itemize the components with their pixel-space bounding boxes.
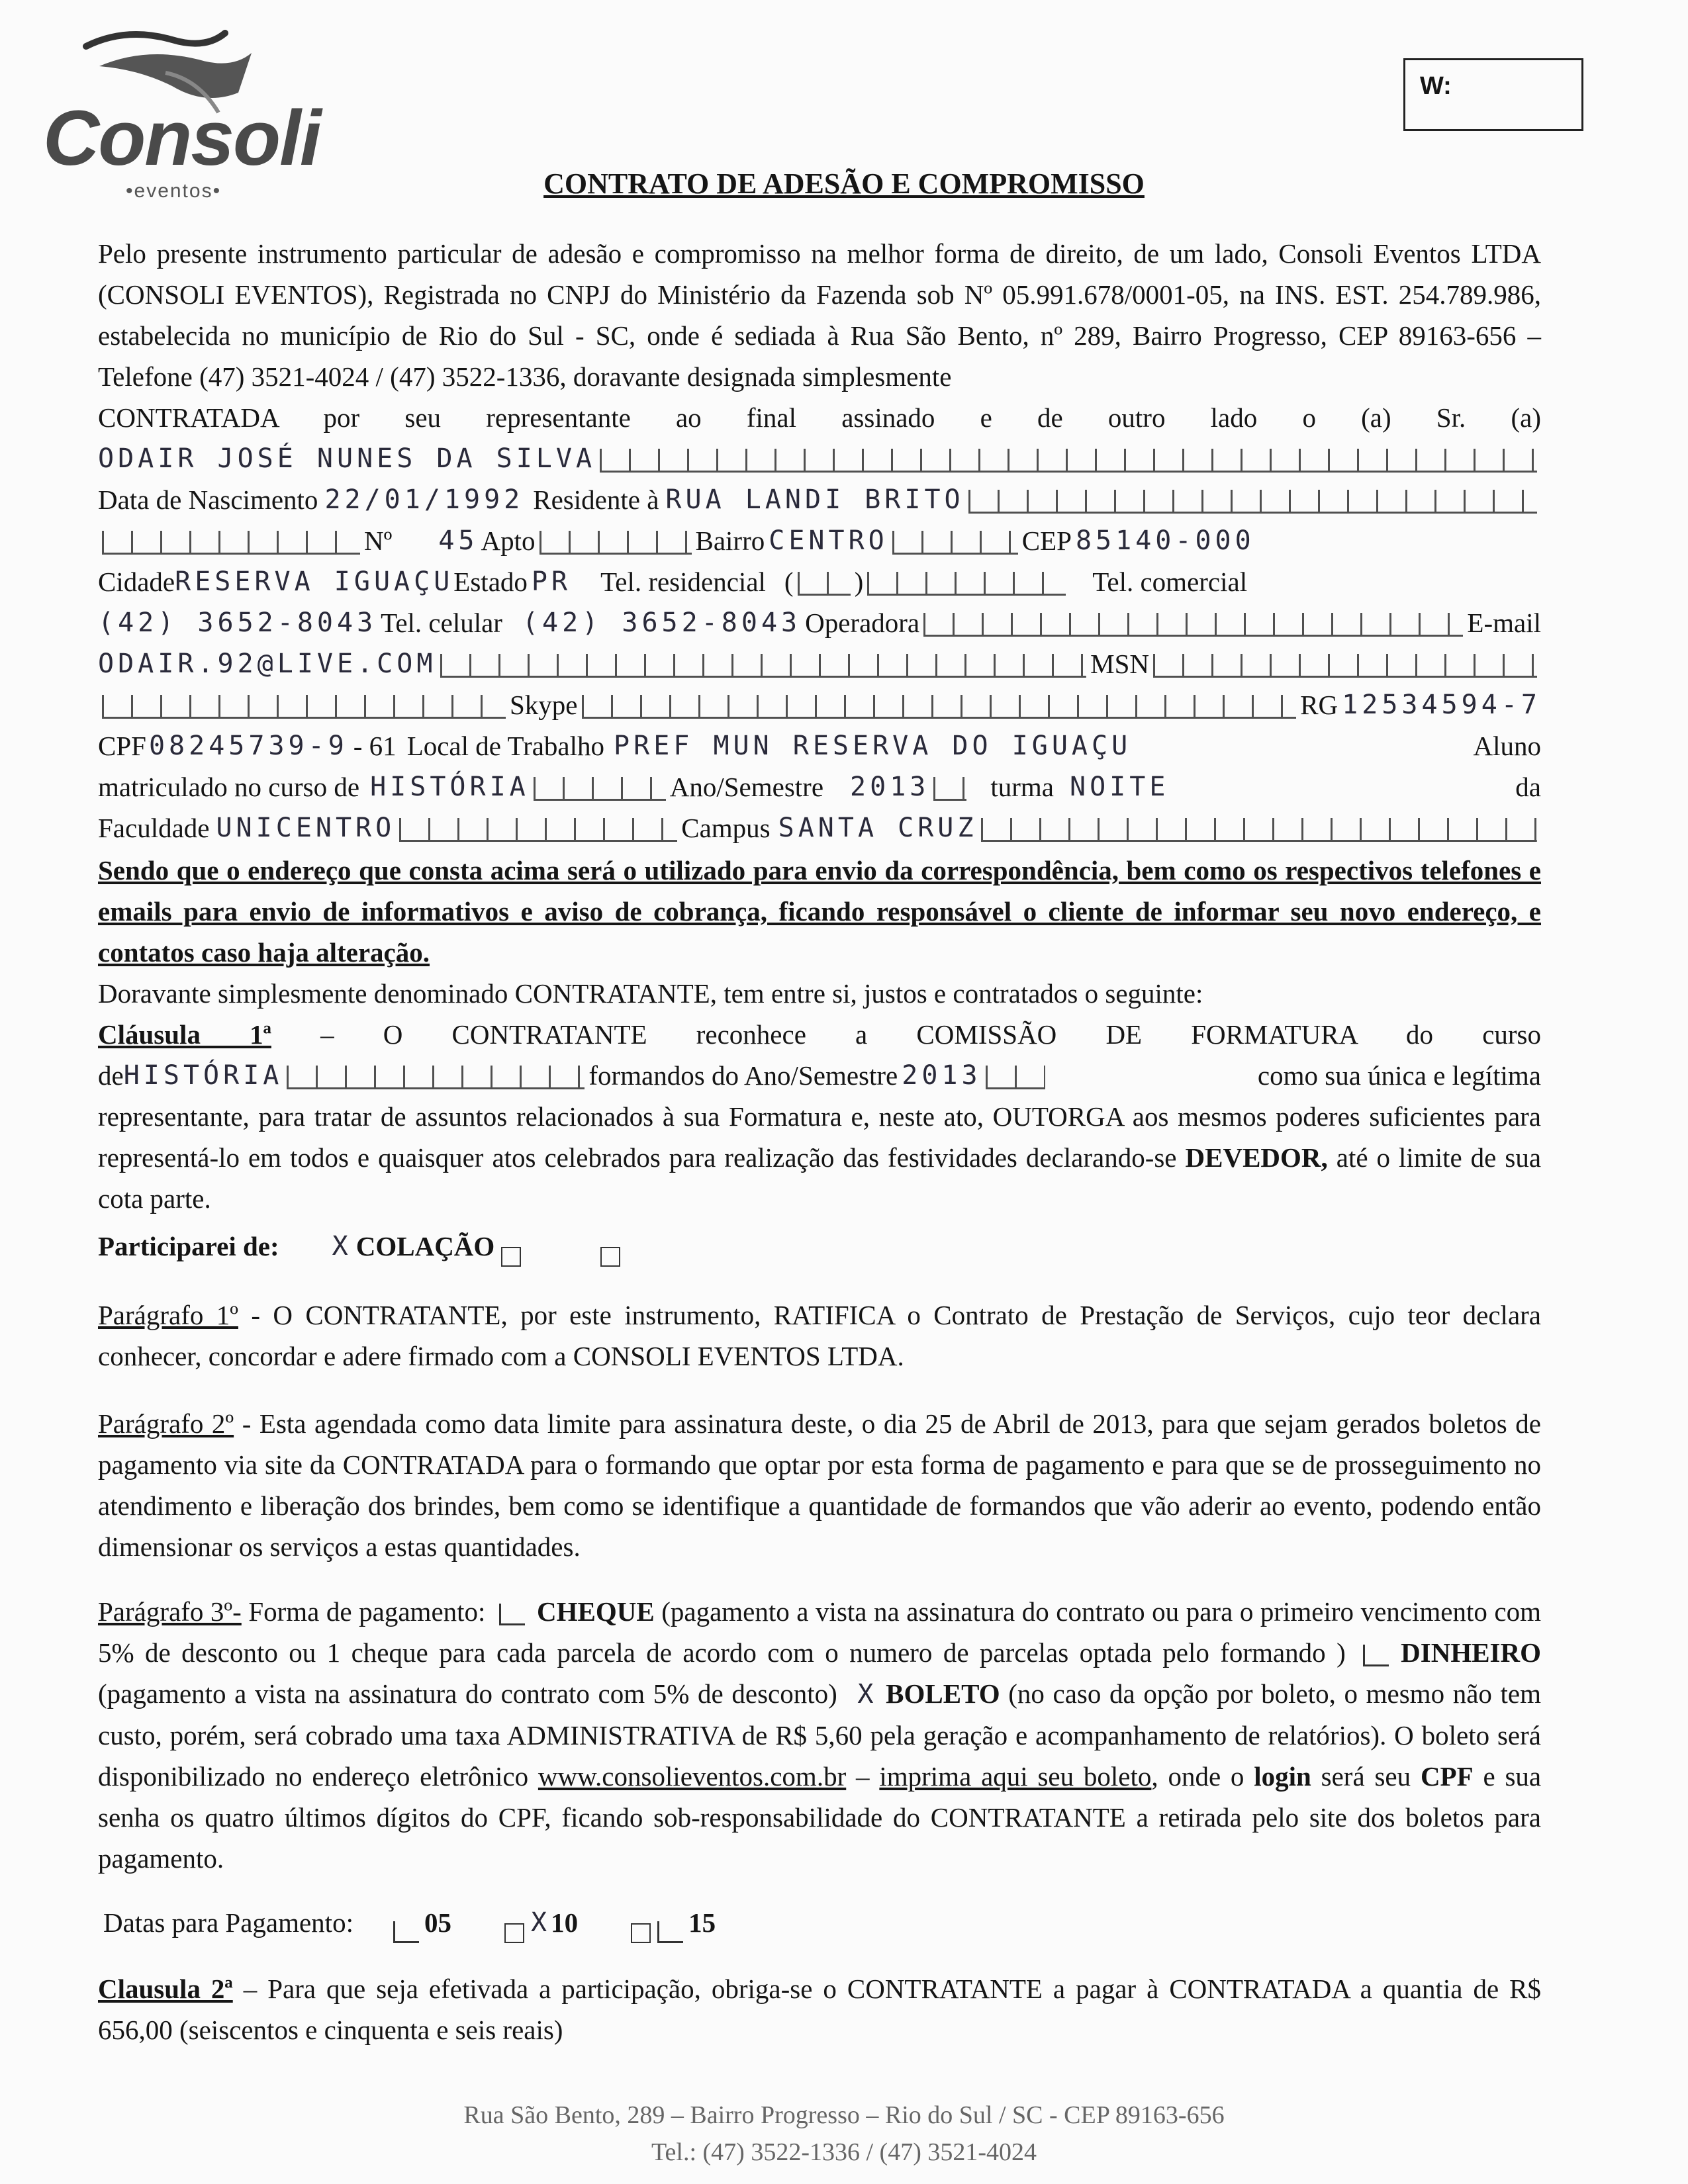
clausula1-line1-text: – O CONTRATANTE reconhece a COMISSÃO DE FORMATURA do curso	[320, 1019, 1542, 1050]
email-boxes	[440, 654, 1086, 678]
cpf-value[interactable]: 08245739-9	[148, 731, 348, 761]
date-15-checkbox[interactable]	[631, 1923, 651, 1943]
cheque-text: (pagamento a vista na assinatura do contrato ou para o primeiro vencimento com 5% de desconto ou 1 cheque para cada parcela de acordo com o numero de parcelas optada pelo formando )	[98, 1596, 1541, 1668]
clausula1-label: Cláusula 1ª	[98, 1019, 271, 1050]
colacao-check[interactable]: X	[332, 1231, 352, 1261]
login-end: e sua senha os quatro últimos dígitos do CPF, ficando sob-responsabilidade do CONTRATANTE a retirada pelo site dos boletos para pagamento.	[98, 1761, 1542, 1874]
clausula1-devedor-rest: até o limite de sua cota parte.	[98, 1142, 1542, 1214]
address-boxes	[102, 531, 360, 555]
email-value[interactable]: ODAIR.92@LIVE.COM	[98, 649, 437, 679]
cep-value[interactable]: 85140-000	[1075, 525, 1255, 556]
form-line-curso	[98, 766, 1541, 807]
form-line-faculdade	[98, 807, 1541, 848]
skype-pre-boxes	[102, 695, 506, 719]
curso-boxes	[534, 777, 666, 801]
msn-boxes	[1153, 654, 1537, 678]
footer-address: Rua São Bento, 289 – Bairro Progresso – Rio do Sul / SC - CEP 89163-656	[463, 2101, 1225, 2129]
participarei-line	[98, 1226, 1541, 1267]
date-10-checkbox[interactable]	[504, 1923, 524, 1943]
tel-com-value[interactable]: (42) 3652-8043	[98, 608, 377, 638]
paragrafo2-label: Parágrafo 2º	[98, 1408, 234, 1439]
clausula1-curso-boxes	[287, 1066, 585, 1089]
paragrafo3-label: Parágrafo 3º-	[98, 1596, 242, 1627]
paragrafo3	[98, 1591, 1541, 1879]
form-line-city	[98, 561, 1541, 602]
skype-boxes	[582, 695, 1297, 719]
document-title: CONTRATO DE ADESÃO E COMPROMISSO	[543, 167, 1145, 200]
dinheiro-text: (pagamento a vista na assinatura do contrato com 5% de desconto)	[98, 1678, 837, 1709]
apto-boxes	[539, 531, 692, 555]
tel-cel-value[interactable]: (42) 3652-8043	[522, 608, 802, 638]
intro-text: Pelo presente instrumento particular de adesão e compromisso na melhor forma de direito, de um lado, Consoli Eventos LTDA (CONSOLI EVENTOS), Registrada no CNPJ do Ministério da Fazenda sob Nº 05.991.678/0001-05, na INS. EST. 254.789.986, estabelecida no município de Rio do Sul - SC, onde é sediada à Rua São Bento, nº 289, Bairro Progresso, CEP 89163-656 – Telefone (47) 3521-4024 / (47) 3522-1336, doravante designada simplesmente	[98, 238, 1541, 392]
faculdade-value[interactable]: UNICENTRO	[216, 813, 396, 843]
bairro-value[interactable]: CENTRO	[769, 525, 888, 556]
clausula2-label: Clausula 2ª	[98, 1974, 233, 2004]
ano-value[interactable]: 2013	[850, 772, 930, 802]
date-10-check[interactable]: X	[530, 1907, 551, 1938]
consoli-logo-subtitle: •eventos•	[126, 180, 222, 202]
site-link[interactable]: www.consolieventos.com.br	[538, 1761, 847, 1792]
aluno-label: Aluno	[1473, 731, 1541, 761]
paragrafo2-text: - Esta agendada como data limite para assinatura deste, o dia 25 de Abril de 2013, para que sejam gerados boletos de pagamento via site da CONTRATADA para o formando que optar por esta forma de pagamento e para que se de prosseguimento no atendimento e liberação dos brindes, bem como se identifique a quantidade de formandos que vão aderir ao evento, podendo então dimensionar os serviços a estas quantidades.	[98, 1408, 1542, 1562]
tel-res-open: (	[784, 567, 794, 597]
ano-label: Ano/Semestre	[669, 772, 824, 802]
cheque-checkbox[interactable]	[499, 1604, 525, 1625]
clausula1-curso-value[interactable]: HISTÓRIA	[123, 1060, 283, 1091]
cpf-label: CPF	[98, 731, 146, 761]
colacao-label: COLAÇÃO	[355, 1231, 495, 1261]
clausula1-line2	[98, 1055, 1541, 1096]
boleto-text: (no caso da opção por boleto, o mesmo não tem custo, porém, será cobrado uma taxa ADMINISTRATIVA de R$ 5,60 pela geração e acompanhamento de relatórios). O boleto será disponibilizado no endereço eletrônico	[98, 1678, 1542, 1792]
form-line-name	[98, 438, 1541, 479]
clausula1-mid: formandos do Ano/Semestre	[588, 1060, 898, 1091]
operadora-boxes	[923, 613, 1463, 637]
campus-label: Campus	[681, 813, 771, 843]
date-05-checkbox[interactable]	[393, 1921, 419, 1943]
form-line-address	[98, 520, 1541, 561]
tel-com-label: Tel. comercial	[1092, 567, 1248, 597]
address-notice: Sendo que o endereço que consta acima será o utilizado para envio da correspondência, bem como os respectivos telefones e emails para envio de informativos e aviso de cobrança, ficando responsável o cliente de informar seu novo endereço, e contatos caso haja alteração.	[98, 855, 1541, 968]
residente-value[interactable]: RUA LANDI BRITO	[665, 484, 964, 515]
doravante-text: Doravante simplesmente denominado CONTRATANTE, tem entre si, justos e contratados o seguinte:	[98, 978, 1203, 1009]
curso-value[interactable]: HISTÓRIA	[370, 772, 530, 802]
boleto-label: BOLETO	[886, 1678, 1000, 1709]
w-box	[1403, 58, 1583, 131]
form-line-birth	[98, 479, 1541, 520]
clausula1-de: de	[98, 1060, 124, 1091]
paragrafo3-lead: Forma de pagamento:	[248, 1596, 486, 1627]
boleto-check[interactable]: X	[857, 1679, 878, 1709]
clausula1-line1	[98, 1014, 1541, 1055]
tel-res-ddd-boxes	[798, 572, 851, 596]
option-checkbox-2[interactable]	[501, 1247, 521, 1267]
ano-boxes	[933, 777, 966, 801]
form-line-email	[98, 643, 1541, 684]
email-label: E-mail	[1467, 608, 1541, 638]
name-value[interactable]: ODAIR JOSÉ NUNES DA SILVA	[98, 443, 596, 474]
cep-label: CEP	[1021, 525, 1072, 556]
date-05-label: 05	[424, 1907, 451, 1938]
site-dash: –	[856, 1761, 870, 1792]
faculdade-label: Faculdade	[98, 813, 210, 843]
msn-label: MSN	[1090, 649, 1149, 679]
birth-value[interactable]: 22/01/1992	[324, 484, 524, 515]
residente-boxes	[968, 490, 1537, 514]
estado-value[interactable]: PR	[531, 567, 572, 597]
clausula1-ano-value[interactable]: 2013	[902, 1060, 982, 1091]
rg-value[interactable]: 12534594-7	[1342, 690, 1541, 720]
clausula1-ano-boxes	[986, 1066, 1045, 1089]
bairro-label: Bairro	[695, 525, 765, 556]
date-15-label: 15	[688, 1907, 716, 1938]
form-line-phones	[98, 602, 1541, 643]
numero-label: Nº	[364, 525, 393, 556]
intro-last-line: CONTRATADA por seu representante ao final assinado e de outro lado o (a) Sr. (a)	[98, 402, 1541, 433]
intro-paragraph	[98, 233, 1541, 397]
da-label: da	[1515, 772, 1541, 802]
participarei-label: Participarei de:	[98, 1231, 279, 1261]
clausula1-rest	[98, 1096, 1541, 1219]
paragrafo1-label: Parágrafo 1º	[98, 1300, 238, 1330]
clausula2-text: – Para que seja efetivada a participação, obriga-se o CONTRATANTE a pagar à CONTRATADA a quantia de R$ 656,00 (seiscentos e cinquenta e seis reais)	[98, 1974, 1541, 2045]
tel-res-boxes	[867, 572, 1066, 596]
curso-prefix: matriculado no curso de	[98, 772, 360, 802]
campus-value[interactable]: SANTA CRUZ	[778, 813, 978, 843]
campus-boxes	[981, 818, 1537, 842]
imprima-link[interactable]: imprima aqui seu boleto	[879, 1761, 1152, 1792]
cpf-word: CPF	[1420, 1761, 1474, 1792]
dinheiro-checkbox[interactable]	[1363, 1645, 1389, 1666]
login-pre: , onde o	[1151, 1761, 1244, 1792]
numero-value[interactable]: 45	[438, 525, 479, 556]
dinheiro-label: DINHEIRO	[1401, 1637, 1542, 1668]
datas-label: Datas para Pagamento:	[103, 1907, 353, 1938]
name-boxes	[600, 449, 1537, 473]
clausula2	[98, 1968, 1541, 2050]
clausula1-rest-text: representante, para tratar de assuntos relacionados à sua Formatura e, neste ato, OUTORGA aos mesmos poderes suficientes para representá-lo em todos e quaisquer atos celebrados para realização das festividades declarando-se	[98, 1101, 1541, 1173]
w-label: W:	[1420, 72, 1452, 100]
date-15-box[interactable]	[657, 1921, 683, 1943]
paragrafo1	[98, 1295, 1541, 1377]
rg-label: RG	[1300, 690, 1338, 720]
paragrafo2	[98, 1403, 1541, 1567]
paragrafo1-text: - O CONTRATANTE, por este instrumento, RATIFICA o Contrato de Prestação de Serviços, cujo teor declara conhecer, concordar e adere firmado com a CONSOLI EVENTOS LTDA.	[98, 1300, 1541, 1371]
footer-phones: Tel.: (47) 3522-1336 / (47) 3521-4024	[651, 2138, 1037, 2166]
clausula1-end: como sua única e legítima	[1257, 1060, 1541, 1091]
local-label: Local de Trabalho	[406, 731, 605, 761]
clausula1-devedor: DEVEDOR,	[1185, 1142, 1328, 1173]
option-checkbox-3[interactable]	[600, 1247, 620, 1267]
faculdade-boxes	[399, 818, 677, 842]
date-10-label: 10	[551, 1907, 579, 1938]
apto-label: Apto	[481, 525, 536, 556]
skype-label: Skype	[510, 690, 578, 720]
datas-line	[103, 1902, 1546, 1943]
residente-label: Residente à	[533, 484, 659, 515]
turma-label: turma	[990, 772, 1054, 802]
login-mid: será seu	[1321, 1761, 1411, 1792]
login-word: login	[1254, 1761, 1311, 1792]
birth-label: Data de Nascimento	[98, 484, 318, 515]
form-line-skype	[98, 684, 1541, 725]
estado-label: Estado	[453, 567, 528, 597]
local-value[interactable]: PREF MUN RESERVA DO IGUAÇU	[614, 731, 1132, 761]
tel-res-close: )	[854, 567, 864, 597]
consoli-logo: Consoli	[43, 95, 320, 182]
tel-cel-label: Tel. celular	[381, 608, 502, 638]
turma-value[interactable]: NOITE	[1070, 772, 1170, 802]
cidade-value[interactable]: RESERVA IGUAÇU	[175, 567, 454, 597]
cidade-label: Cidade	[98, 567, 175, 597]
cheque-label: CHEQUE	[536, 1596, 655, 1627]
form-line-cpf	[98, 725, 1541, 766]
tel-res-label: Tel. residencial	[600, 567, 766, 597]
operadora-label: Operadora	[805, 608, 920, 638]
cpf-suffix[interactable]: - 61	[353, 731, 397, 761]
bairro-boxes	[892, 531, 1018, 555]
